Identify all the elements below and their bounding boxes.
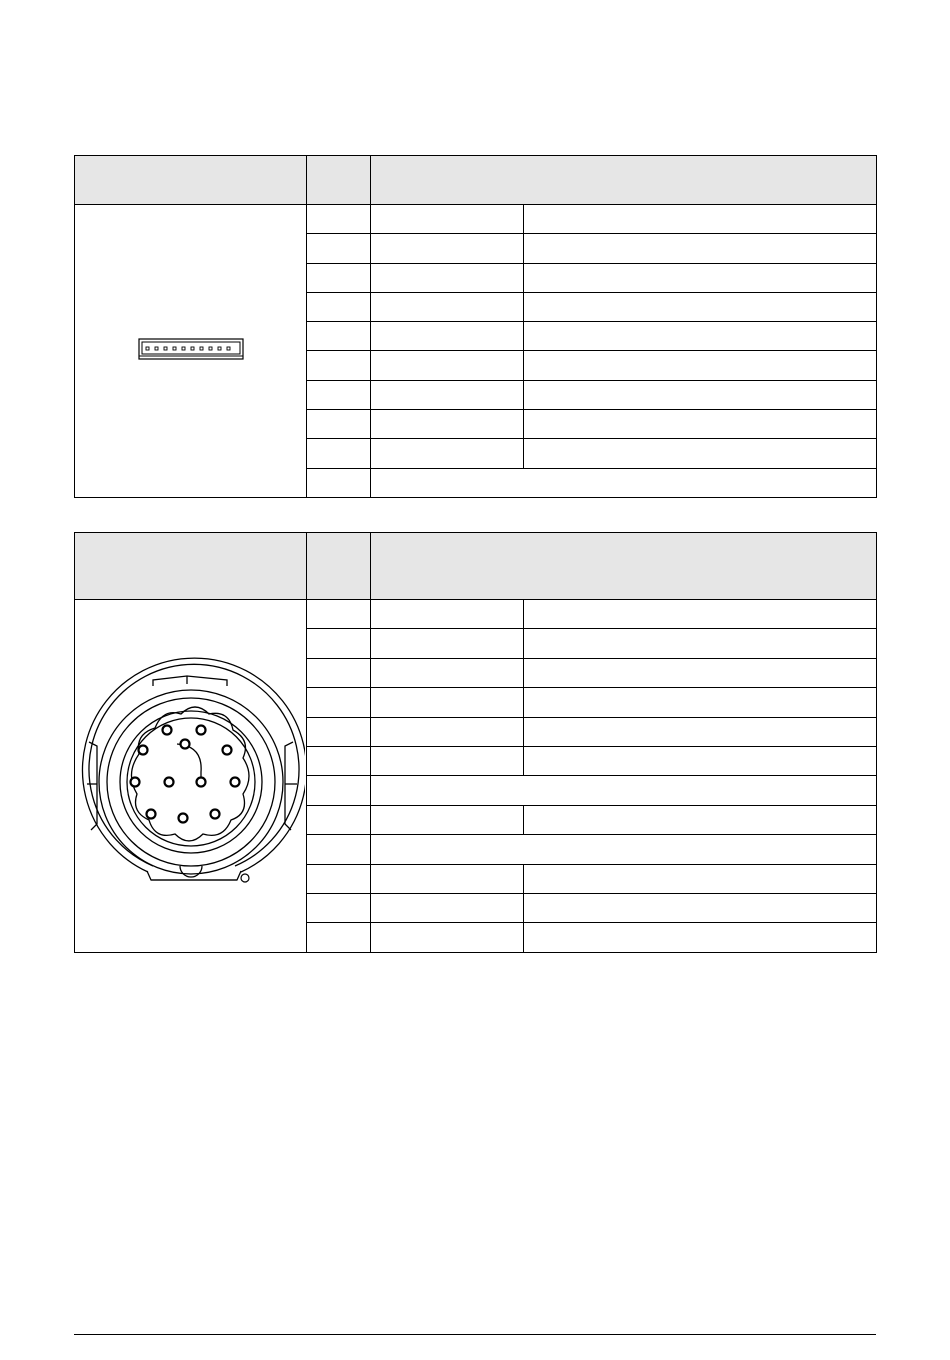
pin-cell [307,776,371,805]
header-signal [371,533,877,600]
pin-table-b [74,532,877,953]
signal-cell [371,351,524,380]
description-cell [524,893,877,922]
signal-cell [371,893,524,922]
pin-cell [307,600,371,629]
description-cell [524,629,877,658]
signal-cell [371,600,524,629]
pin-cell [307,322,371,351]
pin-cell [307,923,371,952]
pin-cell [307,351,371,380]
pin-cell [307,658,371,687]
footer-rule [74,1334,876,1335]
pin-cell [307,380,371,409]
pin-cell [307,263,371,292]
description-cell [524,292,877,321]
signal-cell [371,205,524,234]
description-cell [524,351,877,380]
description-cell [524,263,877,292]
description-cell [524,658,877,687]
description-cell [524,923,877,952]
description-cell [524,380,877,409]
signal-cell [371,234,524,263]
pin-cell [307,835,371,864]
signal-cell [371,805,524,834]
description-cell [524,322,877,351]
table-header [75,533,877,600]
pin-cell [307,688,371,717]
signal-cell [371,864,524,893]
signal-cell [371,292,524,321]
header-pin [307,156,371,205]
header-pin [307,533,371,600]
pin-cell [307,893,371,922]
description-cell [524,864,877,893]
pin-cell [307,746,371,775]
signal-cell [371,776,877,805]
description-cell [524,410,877,439]
12-pin-circular-connector-icon [77,654,305,894]
signal-cell [371,717,524,746]
signal-cell [371,322,524,351]
description-cell [524,600,877,629]
signal-cell [371,658,524,687]
pin-table-a [74,155,877,498]
description-cell [524,805,877,834]
signal-cell [371,439,524,468]
signal-cell [371,629,524,658]
signal-cell [371,410,524,439]
signal-cell [371,923,524,952]
signal-cell [371,688,524,717]
pin-cell [307,292,371,321]
signal-cell [371,835,877,864]
table-row [75,600,877,629]
header-connector [75,533,307,600]
header-connector [75,156,307,205]
pin-cell [307,410,371,439]
description-cell [524,746,877,775]
pin-cell [307,234,371,263]
table-row [75,205,877,234]
pin-cell [307,864,371,893]
pin-cell [307,629,371,658]
connector-image-cell [75,205,307,498]
pin-cell [307,468,371,497]
signal-cell [371,746,524,775]
pin-cell [307,439,371,468]
description-cell [524,717,877,746]
connector-image-cell [75,600,307,953]
pin-cell [307,805,371,834]
signal-cell [371,468,877,497]
signal-cell [371,263,524,292]
description-cell [524,439,877,468]
description-cell [524,205,877,234]
pin-cell [307,717,371,746]
pin-cell [307,205,371,234]
signal-cell [371,380,524,409]
description-cell [524,234,877,263]
10-pin-header-connector-icon [138,338,244,360]
table-header [75,156,877,205]
header-signal [371,156,877,205]
description-cell [524,688,877,717]
